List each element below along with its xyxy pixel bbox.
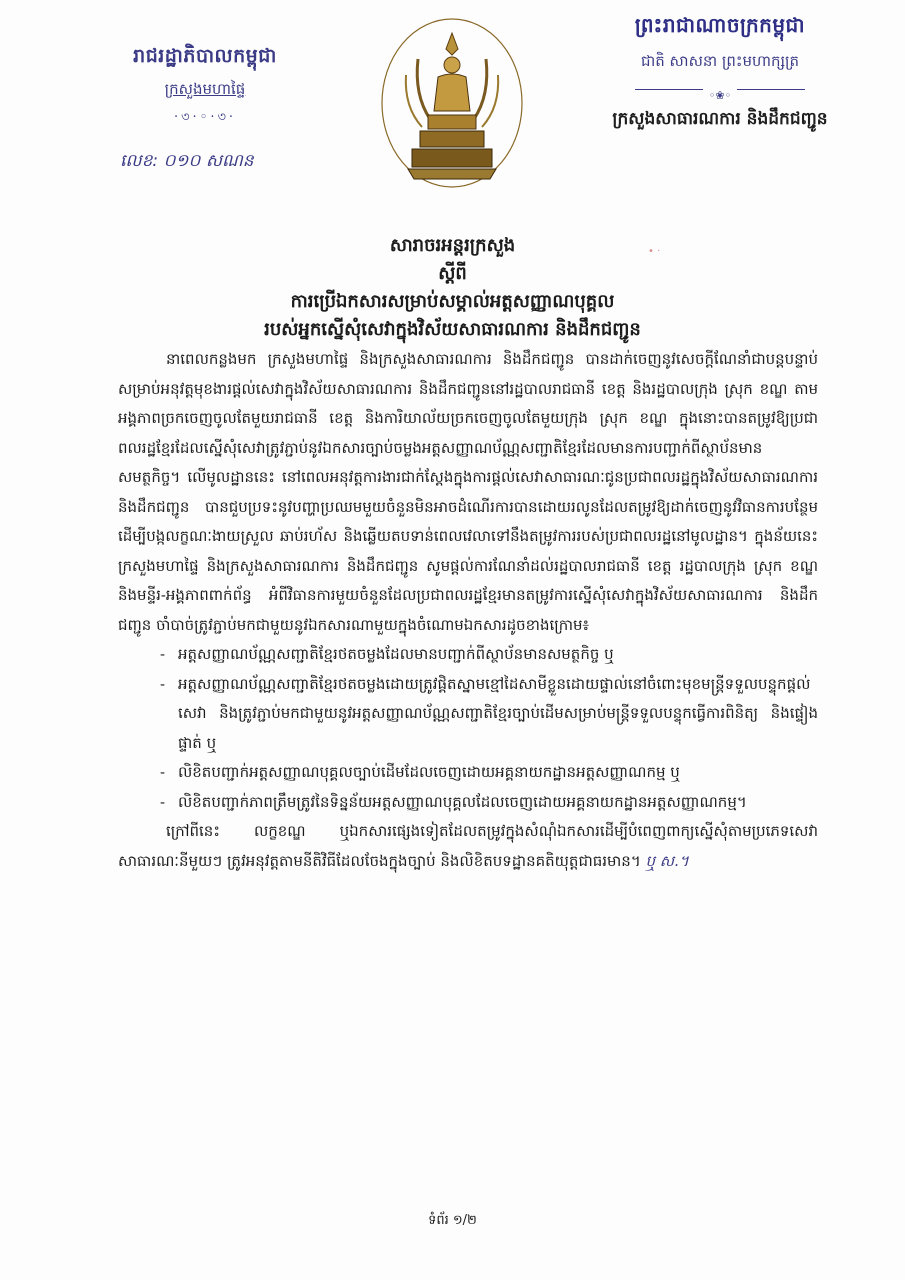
title-line-3: ការប្រើឯកសារសម្រាប់សម្គាល់អត្តសញ្ញាណបុគ្គល (290, 291, 615, 312)
ministry-name-interior: ក្រសួងមហាផ្ទៃ (164, 80, 246, 98)
title-line-2: ស្តីពី (438, 263, 467, 284)
faint-stamp-mark: • · (648, 246, 661, 257)
royal-emblem-icon (378, 15, 526, 195)
document-title (0, 232, 905, 344)
list-item: - លិខិតបញ្ជាក់អត្តសញ្ញាណបុគ្គលច្បាប់ដើមដែលចេញដោយអគ្គនាយកដ្ឋានអត្តសញ្ញាណកម្ម ឬ (160, 758, 818, 788)
list-item: - អត្តសញ្ញាណប័ណ្ណសញ្ជាតិខ្មែរថតចម្លងដែលមានបញ្ជាក់ពីស្ថាប័នមានសមត្ថកិច្ច ឬ (160, 640, 818, 670)
title-line-1: សារាចរអន្តរក្រសួង (389, 235, 516, 256)
ornament-divider-right: ◦❀◦ (635, 84, 805, 94)
body-paragraph-1: នាពេលកន្លងមក ក្រសួងមហាផ្ទៃ និងក្រសួងសាធារណការ និងដឹកជញ្ជូន បានដាក់ចេញនូវសេចក្តីណែនាំជាបន្តបន្ទាប់សម្រាប់អនុវត្តមុខងារផ្តល់សេវាក្នុងវិស័យសាធារណការ និងដឹកជញ្ជូននៅរដ្ឋបាលរាជធានី ខេត្ត និងរដ្ឋបាលក្រុង ស្រុក ខណ្ឌ តាមអង្គភាពច្រកចេញចូលតែមួយរាជធានី ខេត្ត និងការិយាល័យច្រកចេញចូលតែមួយក្រុង ស្រុក ខណ្ឌ ក្នុងនោះបានតម្រូវឱ្យប្រជាពលរដ្ឋខ្មែរដែលស្នើសុំសេវាត្រូវភ្ជាប់នូវឯកសារច្បាប់ចម្លងអត្តសញ្ញាណប័ណ្ណសញ្ជាតិខ្មែរដែលមានការបញ្ជាក់ពីស្ថាប័នមានសមត្ថកិច្ច។ លើមូលដ្ឋាននេះ នៅពេលអនុវត្តការងារជាក់ស្តែងក្នុងការផ្តល់សេវាសាធារណៈជូនប្រជាពលរដ្ឋក្នុងវិស័យសាធារណការ និងដឹកជញ្ជូន បានជួបប្រទះនូវបញ្ហាប្រឈមមួយចំនួនមិនអាចដំណើរការបានដោយរលូនដែលតម្រូវឱ្យដាក់ចេញនូវវិធានការបន្ថែម ដើម្បីបង្កលក្ខណៈងាយស្រួល ឆាប់រហ័ស និងឆ្លើយតបទាន់ពេលវេលាទៅនឹងតម្រូវការរបស់ប្រជាពលរដ្ឋនៅមូលដ្ឋាន។ ក្នុងន័យនេះ ក្រសួងមហាផ្ទៃ និងក្រសួងសាធារណការ និងដឹកជញ្ជូន សូមផ្តល់ការណែនាំដល់រដ្ឋបាលរាជធានី ខេត្ត រដ្ឋបាលក្រុង ស្រុក ខណ្ឌ និងមន្ទីរ-អង្គភាពពាក់ព័ន្ធ អំពីវិធានការមួយចំនួនដែលប្រជាពលរដ្ឋខ្មែរមានតម្រូវការស្នើសុំសេវាក្នុងវិស័យសាធារណការ និងដឹកជញ្ជូន ចាំបាច់ត្រូវភ្ជាប់មកជាមួយនូវឯកសារណាមួយក្នុងចំណោមឯកសារដូចខាងក្រោម៖ (118, 350, 818, 634)
list-item: - លិខិតបញ្ជាក់ភាពត្រឹមត្រូវនៃទិន្នន័យអត្តសញ្ញាណបុគ្គលដែលចេញដោយអគ្គនាយកដ្ឋានអត្តសញ្ញាណកម្ម។ (160, 788, 818, 818)
required-documents-list (118, 640, 818, 817)
document-body (118, 345, 818, 876)
ministry-name-public-works: ក្រសួងសាធារណការ និងដឹកជញ្ជូន (612, 109, 828, 129)
handwritten-initials: ឬ ស.។ (645, 851, 689, 870)
letterhead-right (560, 12, 880, 133)
page-number: ទំព័រ ១/២ (428, 1213, 477, 1228)
letterhead-left (85, 44, 325, 129)
reference-number: លេខ: ០១០ សណន (120, 151, 254, 171)
kingdom-name: ព្រះរាជាណាចក្រកម្ពុជា (634, 13, 806, 37)
government-name: រាជរដ្ឋាភិបាលកម្ពុជា (133, 45, 277, 67)
ornament-divider: ·৩·◦·৩· (173, 110, 237, 125)
national-motto: ជាតិ សាសនា ព្រះមហាក្សត្រ (640, 52, 800, 70)
body-paragraph-2: ក្រៅពីនេះ លក្ខខណ្ឌ ឬឯកសារផ្សេងទៀតដែលតម្រូវក្នុងសំណុំឯកសារដើម្បីបំពេញពាក្យស្នើសុំតាមប្រភេទសេវាសាធារណៈនីមួយៗ ត្រូវអនុវត្តតាមនីតិវិធីដែលចែងក្នុងច្បាប់ និងលិខិតបទដ្ឋានគតិយុត្តជាធរមាន។ ឬ ស.។ (118, 822, 818, 870)
title-line-4: របស់អ្នកស្នើសុំសេវាក្នុងវិស័យសាធារណការ និងដឹកជញ្ជូន (264, 319, 641, 340)
list-item: - អត្តសញ្ញាណប័ណ្ណសញ្ជាតិខ្មែរថតចម្លងដោយត្រូវផ្តិតស្នាមខ្មៅដៃសាមីខ្លួនដោយផ្ទាល់នៅចំពោះមុខមន្ត្រីទទួលបន្ទុកផ្តល់សេវា និងត្រូវភ្ជាប់មកជាមួយនូវអត្តសញ្ញាណប័ណ្ណសញ្ជាតិខ្មែរច្បាប់ដើមសម្រាប់មន្ត្រីទទួលបន្ទុកធ្វើការពិនិត្យ និងផ្ទៀងផ្ទាត់ ឬ (160, 670, 818, 759)
